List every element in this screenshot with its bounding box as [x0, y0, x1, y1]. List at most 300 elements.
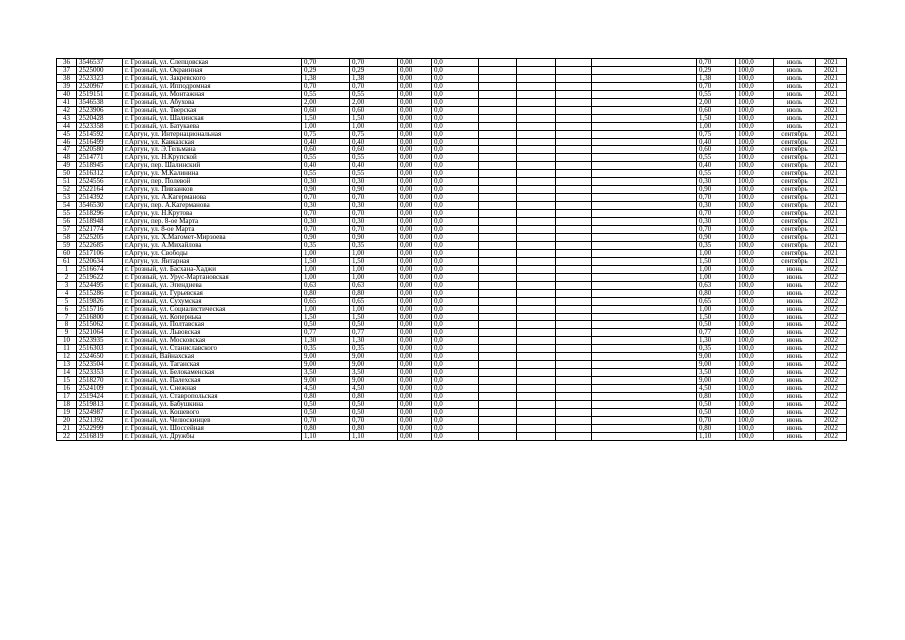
row-number-cell: 50	[57, 170, 77, 178]
value-cell: 0,70	[697, 226, 736, 234]
value-cell: 0,70	[697, 59, 736, 67]
empty-cell	[556, 130, 592, 138]
empty-cell	[479, 82, 517, 90]
value-cell: 0,70	[697, 210, 736, 218]
row-number-cell: 15	[57, 377, 77, 385]
empty-cell	[592, 289, 697, 297]
empty-cell	[592, 170, 697, 178]
empty-cell	[517, 154, 556, 162]
value-cell: 0,50	[697, 321, 736, 329]
object-id-cell: 2519151	[77, 90, 123, 98]
object-id-cell: 2514392	[77, 194, 123, 202]
month-cell: июнь	[774, 265, 816, 273]
value-cell: 0,0	[432, 74, 479, 82]
row-number-cell: 42	[57, 106, 77, 114]
empty-cell	[592, 321, 697, 329]
year-cell: 2021	[816, 59, 847, 67]
value-cell: 9,00	[350, 353, 398, 361]
table-row	[57, 345, 847, 353]
value-cell: 0,0	[432, 138, 479, 146]
year-cell: 2022	[816, 424, 847, 432]
year-cell: 2022	[816, 273, 847, 281]
percent-cell: 100,0	[736, 257, 774, 265]
empty-cell	[517, 408, 556, 416]
table-row	[57, 210, 847, 218]
empty-cell	[592, 377, 697, 385]
value-cell: 0,0	[432, 218, 479, 226]
value-cell: 0,90	[350, 233, 398, 241]
year-cell: 2021	[816, 130, 847, 138]
empty-cell	[517, 106, 556, 114]
value-cell: 0,30	[350, 202, 398, 210]
value-cell: 9,00	[302, 353, 350, 361]
value-cell: 0,0	[432, 369, 479, 377]
object-id-cell: 2523353	[77, 369, 123, 377]
month-cell: сентябрь	[774, 154, 816, 162]
object-id-cell: 2516800	[77, 313, 123, 321]
value-cell: 0,0	[432, 408, 479, 416]
month-cell: июль	[774, 90, 816, 98]
value-cell: 0,00	[398, 361, 432, 369]
percent-cell: 100,0	[736, 432, 774, 440]
value-cell: 0,80	[697, 424, 736, 432]
value-cell: 0,00	[398, 273, 432, 281]
value-cell: 0,0	[432, 393, 479, 401]
empty-cell	[479, 257, 517, 265]
percent-cell: 100,0	[736, 98, 774, 106]
year-cell: 2022	[816, 408, 847, 416]
value-cell: 1,38	[302, 74, 350, 82]
empty-cell	[592, 202, 697, 210]
value-cell: 0,70	[302, 82, 350, 90]
address-cell: г. Грозный, ул. Эпендиева	[123, 281, 302, 289]
row-number-cell: 43	[57, 114, 77, 122]
value-cell: 1,00	[302, 122, 350, 130]
value-cell: 0,90	[697, 186, 736, 194]
month-cell: июнь	[774, 281, 816, 289]
value-cell: 1,00	[697, 265, 736, 273]
value-cell: 0,70	[350, 210, 398, 218]
table-row	[57, 424, 847, 432]
row-number-cell: 58	[57, 233, 77, 241]
year-cell: 2021	[816, 186, 847, 194]
value-cell: 0,0	[432, 59, 479, 67]
empty-cell	[479, 424, 517, 432]
value-cell: 2,00	[302, 98, 350, 106]
empty-cell	[479, 154, 517, 162]
empty-cell	[592, 233, 697, 241]
empty-cell	[517, 424, 556, 432]
year-cell: 2021	[816, 74, 847, 82]
empty-cell	[479, 170, 517, 178]
month-cell: сентябрь	[774, 233, 816, 241]
address-cell: г. Грозный, ул. Палехская	[123, 377, 302, 385]
empty-cell	[479, 233, 517, 241]
value-cell: 1,30	[302, 337, 350, 345]
value-cell: 0,30	[302, 178, 350, 186]
empty-cell	[517, 329, 556, 337]
value-cell: 0,55	[697, 154, 736, 162]
value-cell: 0,00	[398, 297, 432, 305]
value-cell: 0,55	[350, 170, 398, 178]
value-cell: 1,50	[302, 114, 350, 122]
value-cell: 1,38	[350, 74, 398, 82]
empty-cell	[592, 313, 697, 321]
value-cell: 0,40	[350, 162, 398, 170]
year-cell: 2022	[816, 369, 847, 377]
percent-cell: 100,0	[736, 241, 774, 249]
empty-cell	[592, 82, 697, 90]
empty-cell	[556, 162, 592, 170]
value-cell: 0,35	[697, 241, 736, 249]
value-cell: 0,00	[398, 249, 432, 257]
empty-cell	[517, 313, 556, 321]
value-cell: 0,0	[432, 321, 479, 329]
row-number-cell: 38	[57, 74, 77, 82]
month-cell: сентябрь	[774, 194, 816, 202]
empty-cell	[517, 146, 556, 154]
empty-cell	[556, 233, 592, 241]
value-cell: 0,0	[432, 130, 479, 138]
value-cell: 0,00	[398, 114, 432, 122]
row-number-cell: 36	[57, 59, 77, 67]
value-cell: 0,35	[697, 345, 736, 353]
table-row	[57, 265, 847, 273]
empty-cell	[592, 241, 697, 249]
empty-cell	[592, 122, 697, 130]
value-cell: 1,38	[697, 74, 736, 82]
value-cell: 3,50	[302, 369, 350, 377]
year-cell: 2021	[816, 98, 847, 106]
row-number-cell: 37	[57, 66, 77, 74]
object-id-cell: 2525000	[77, 66, 123, 74]
value-cell: 1,00	[302, 249, 350, 257]
empty-cell	[479, 186, 517, 194]
year-cell: 2022	[816, 385, 847, 393]
value-cell: 0,55	[350, 90, 398, 98]
value-cell: 0,50	[350, 321, 398, 329]
table-row	[57, 74, 847, 82]
object-id-cell: 2519622	[77, 273, 123, 281]
empty-cell	[592, 265, 697, 273]
value-cell: 0,55	[697, 90, 736, 98]
empty-cell	[517, 218, 556, 226]
empty-cell	[517, 170, 556, 178]
table-row	[57, 432, 847, 440]
empty-cell	[556, 257, 592, 265]
address-cell: г. Грозный, ул. Копернька	[123, 313, 302, 321]
value-cell: 0,00	[398, 59, 432, 67]
empty-cell	[517, 178, 556, 186]
value-cell: 9,00	[697, 361, 736, 369]
percent-cell: 100,0	[736, 106, 774, 114]
table-row	[57, 146, 847, 154]
value-cell: 0,0	[432, 385, 479, 393]
object-id-cell: 2516819	[77, 432, 123, 440]
value-cell: 0,00	[398, 241, 432, 249]
value-cell: 0,00	[398, 90, 432, 98]
value-cell: 0,00	[398, 154, 432, 162]
empty-cell	[479, 353, 517, 361]
month-cell: сентябрь	[774, 257, 816, 265]
percent-cell: 100,0	[736, 377, 774, 385]
value-cell: 0,0	[432, 210, 479, 218]
value-cell: 0,0	[432, 178, 479, 186]
value-cell: 0,77	[302, 329, 350, 337]
empty-cell	[592, 424, 697, 432]
value-cell: 0,00	[398, 369, 432, 377]
value-cell: 0,0	[432, 424, 479, 432]
value-cell: 0,65	[697, 297, 736, 305]
empty-cell	[479, 265, 517, 273]
table-row	[57, 377, 847, 385]
row-number-cell: 60	[57, 249, 77, 257]
year-cell: 2022	[816, 289, 847, 297]
value-cell: 1,30	[350, 337, 398, 345]
empty-cell	[479, 130, 517, 138]
empty-cell	[479, 90, 517, 98]
value-cell: 0,00	[398, 138, 432, 146]
value-cell: 0,70	[302, 194, 350, 202]
value-cell: 9,00	[302, 361, 350, 369]
row-number-cell: 22	[57, 432, 77, 440]
empty-cell	[479, 361, 517, 369]
empty-cell	[517, 98, 556, 106]
empty-cell	[556, 297, 592, 305]
empty-cell	[479, 146, 517, 154]
empty-cell	[479, 337, 517, 345]
value-cell: 0,00	[398, 353, 432, 361]
value-cell: 0,55	[302, 170, 350, 178]
empty-cell	[592, 345, 697, 353]
table-row	[57, 178, 847, 186]
object-id-cell: 2516312	[77, 170, 123, 178]
address-cell: г.Аргун, ул. 8-ое Марта	[123, 226, 302, 234]
address-cell: г. Грозный, ул. Львовская	[123, 329, 302, 337]
value-cell: 0,00	[398, 385, 432, 393]
empty-cell	[592, 98, 697, 106]
empty-cell	[517, 377, 556, 385]
row-number-cell: 52	[57, 186, 77, 194]
empty-cell	[479, 305, 517, 313]
value-cell: 0,40	[302, 138, 350, 146]
year-cell: 2022	[816, 400, 847, 408]
address-cell: г. Грозный, ул. Закревского	[123, 74, 302, 82]
table-row	[57, 313, 847, 321]
address-cell: г.Аргун, ул. Кавказская	[123, 138, 302, 146]
table-row	[57, 400, 847, 408]
empty-cell	[517, 321, 556, 329]
value-cell: 0,80	[697, 289, 736, 297]
percent-cell: 100,0	[736, 66, 774, 74]
value-cell: 0,90	[302, 186, 350, 194]
value-cell: 0,75	[302, 130, 350, 138]
value-cell: 0,50	[302, 408, 350, 416]
empty-cell	[517, 305, 556, 313]
empty-cell	[592, 178, 697, 186]
percent-cell: 100,0	[736, 178, 774, 186]
empty-cell	[592, 90, 697, 98]
empty-cell	[556, 273, 592, 281]
value-cell: 1,30	[697, 337, 736, 345]
value-cell: 0,70	[697, 416, 736, 424]
empty-cell	[517, 353, 556, 361]
empty-cell	[479, 416, 517, 424]
empty-cell	[479, 273, 517, 281]
empty-cell	[556, 281, 592, 289]
address-cell: г.Аргун, ул. М.Калинина	[123, 170, 302, 178]
value-cell: 0,00	[398, 377, 432, 385]
year-cell: 2021	[816, 90, 847, 98]
empty-cell	[556, 400, 592, 408]
object-id-cell: 2516303	[77, 345, 123, 353]
address-cell: г.Аргун, ул. Янтарная	[123, 257, 302, 265]
value-cell: 0,65	[302, 297, 350, 305]
empty-cell	[517, 432, 556, 440]
year-cell: 2021	[816, 146, 847, 154]
percent-cell: 100,0	[736, 130, 774, 138]
address-cell: г. Грозный, ул. Челюскинцев	[123, 416, 302, 424]
empty-cell	[556, 66, 592, 74]
object-id-cell: 2522685	[77, 241, 123, 249]
value-cell: 0,00	[398, 329, 432, 337]
object-id-cell: 2515286	[77, 289, 123, 297]
empty-cell	[592, 186, 697, 194]
table-row	[57, 281, 847, 289]
percent-cell: 100,0	[736, 329, 774, 337]
empty-cell	[556, 74, 592, 82]
value-cell: 1,00	[302, 305, 350, 313]
value-cell: 0,70	[350, 416, 398, 424]
month-cell: июнь	[774, 289, 816, 297]
year-cell: 2022	[816, 416, 847, 424]
object-id-cell: 2516499	[77, 138, 123, 146]
empty-cell	[592, 249, 697, 257]
month-cell: сентябрь	[774, 178, 816, 186]
year-cell: 2022	[816, 313, 847, 321]
empty-cell	[556, 98, 592, 106]
value-cell: 0,00	[398, 122, 432, 130]
value-cell: 0,0	[432, 353, 479, 361]
value-cell: 1,00	[350, 265, 398, 273]
value-cell: 1,00	[697, 305, 736, 313]
month-cell: июль	[774, 66, 816, 74]
row-number-cell: 56	[57, 218, 77, 226]
value-cell: 0,00	[398, 186, 432, 194]
percent-cell: 100,0	[736, 74, 774, 82]
value-cell: 0,50	[697, 408, 736, 416]
empty-cell	[556, 337, 592, 345]
value-cell: 0,65	[350, 297, 398, 305]
value-cell: 0,0	[432, 106, 479, 114]
month-cell: июнь	[774, 321, 816, 329]
value-cell: 0,00	[398, 82, 432, 90]
month-cell: июль	[774, 114, 816, 122]
table-row	[57, 66, 847, 74]
address-cell: г. Грозный, ул. Басхана-Хаджи	[123, 265, 302, 273]
value-cell: 0,60	[697, 146, 736, 154]
empty-cell	[592, 257, 697, 265]
empty-cell	[556, 210, 592, 218]
object-id-cell: 2518296	[77, 210, 123, 218]
empty-cell	[517, 90, 556, 98]
empty-cell	[517, 416, 556, 424]
object-id-cell: 2519813	[77, 400, 123, 408]
year-cell: 2021	[816, 194, 847, 202]
value-cell: 0,0	[432, 289, 479, 297]
value-cell: 0,0	[432, 305, 479, 313]
value-cell: 0,63	[302, 281, 350, 289]
percent-cell: 100,0	[736, 146, 774, 154]
address-cell: г.Аргун, пер. А.Кагерманова	[123, 202, 302, 210]
value-cell: 0,60	[697, 106, 736, 114]
percent-cell: 100,0	[736, 194, 774, 202]
empty-cell	[592, 432, 697, 440]
value-cell: 0,40	[697, 162, 736, 170]
percent-cell: 100,0	[736, 82, 774, 90]
empty-cell	[592, 273, 697, 281]
value-cell: 1,10	[302, 432, 350, 440]
empty-cell	[517, 273, 556, 281]
table-row	[57, 154, 847, 162]
empty-cell	[517, 400, 556, 408]
object-id-cell: 2520634	[77, 257, 123, 265]
value-cell: 0,63	[697, 281, 736, 289]
value-cell: 0,0	[432, 114, 479, 122]
empty-cell	[517, 265, 556, 273]
address-cell: г. Грозный, ул. Тверская	[123, 106, 302, 114]
table-row	[57, 218, 847, 226]
value-cell: 0,30	[302, 202, 350, 210]
percent-cell: 100,0	[736, 289, 774, 297]
empty-cell	[479, 74, 517, 82]
value-cell: 0,00	[398, 146, 432, 154]
value-cell: 0,00	[398, 408, 432, 416]
object-id-cell: 2518948	[77, 218, 123, 226]
empty-cell	[517, 297, 556, 305]
month-cell: сентябрь	[774, 146, 816, 154]
value-cell: 0,0	[432, 194, 479, 202]
year-cell: 2021	[816, 162, 847, 170]
empty-cell	[556, 226, 592, 234]
year-cell: 2021	[816, 202, 847, 210]
empty-cell	[517, 393, 556, 401]
address-cell: г.Аргун, ул. Н.Крупской	[123, 154, 302, 162]
object-id-cell: 2514771	[77, 154, 123, 162]
empty-cell	[592, 353, 697, 361]
empty-cell	[517, 257, 556, 265]
row-number-cell: 61	[57, 257, 77, 265]
value-cell: 3,50	[697, 369, 736, 377]
address-cell: г. Грозный, ул. Шоссейная	[123, 424, 302, 432]
value-cell: 0,0	[432, 249, 479, 257]
table-row	[57, 106, 847, 114]
value-cell: 1,00	[350, 273, 398, 281]
empty-cell	[517, 281, 556, 289]
empty-cell	[556, 186, 592, 194]
empty-cell	[517, 202, 556, 210]
year-cell: 2021	[816, 82, 847, 90]
address-cell: г. Грозный, ул. Белокаменская	[123, 369, 302, 377]
month-cell: июль	[774, 98, 816, 106]
value-cell: 0,29	[350, 66, 398, 74]
percent-cell: 100,0	[736, 345, 774, 353]
row-number-cell: 41	[57, 98, 77, 106]
object-id-cell: 2523906	[77, 106, 123, 114]
percent-cell: 100,0	[736, 170, 774, 178]
empty-cell	[556, 329, 592, 337]
month-cell: сентябрь	[774, 249, 816, 257]
